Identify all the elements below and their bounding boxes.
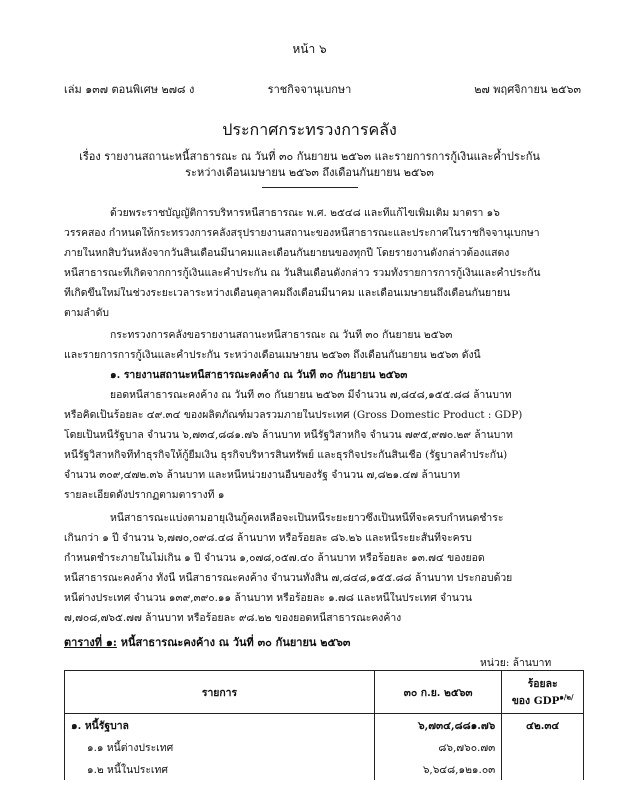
para4-line: หนี้สาธารณะแบ่งตามอายุเงินกู้คงเหลือจะเป็นหนี้ระยะยาวซึ่งเป็นหนี้ที่จะครบกำหนดชำระ: [110, 512, 504, 524]
header-pct-line-2: [508, 692, 577, 709]
para1-line: ด้วยพระราชบัญญัติการบริหารหนี้สาธารณะ พ.ศ. ๒๕๔๘ และที่แก้ไขเพิ่มเติม มาตรา ๑๖: [110, 207, 500, 219]
row-pct: [502, 758, 584, 780]
row-pct: ๔๒.๓๔: [502, 714, 584, 737]
para4-line: กำหนดชำระภายในไม่เกิน ๑ ปี จำนวน ๑,๐๗๘,๐๕๗.๔๐ ล้านบาท หรือร้อยละ ๑๓.๗๔ ของยอด: [64, 552, 485, 564]
row-item: ๑.๒ หนี้ในประเทศ: [65, 758, 375, 780]
table-unit: หน่วย: ล้านบาท: [480, 657, 552, 669]
para3-line: รายละเอียดดังปรากฏตามตารางที่ ๑: [64, 489, 225, 501]
row-item: ๑. หนี้รัฐบาล: [65, 714, 375, 737]
header-pct-label: ของ GDP: [511, 695, 560, 707]
publish-date: ๒๗ พฤศจิกายน ๒๕๖๓: [474, 83, 581, 96]
para4-line: หนี้สาธารณะคงค้าง ทั้งนี้ หนี้สาธารณะคงค้าง จำนวนทั้งสิ้น ๗,๘๔๘,๑๕๕.๘๘ ล้านบาท ประกอบด้วย: [64, 572, 513, 584]
row-value: ๘๖,๗๖๐.๗๓: [374, 736, 501, 758]
para3-line: หนี้รัฐวิสาหกิจที่ทำธุรกิจให้กู้ยืมเงิน ธุรกิจบริหารสินทรัพย์ และธุรกิจประกันสินเชื่อ (รัฐบาลค้ำประกัน): [64, 449, 508, 461]
table-row: [65, 714, 584, 737]
table-caption: [64, 633, 350, 651]
row-pct: [502, 736, 584, 758]
title-divider: [262, 187, 358, 188]
para4-line: ๗,๗๐๘,๗๖๕.๗๗ ล้านบาท หรือร้อยละ ๙๘.๒๒ ของยอดหนี้สาธารณะคงค้าง: [64, 612, 402, 624]
para4-line: หนี้ต่างประเทศ จำนวน ๑๓๙,๓๙๐.๑๑ ล้านบาท หรือร้อยละ ๑.๗๘ และหนี้ในประเทศ จำนวน: [64, 592, 472, 604]
row-value: ๖,๗๓๔,๘๘๑.๗๖: [374, 714, 501, 737]
header-pct-gdp: [502, 671, 584, 714]
page-number: หน้า ๖: [292, 42, 327, 56]
debt-table: [64, 670, 584, 780]
header-date: ๓๐ ก.ย. ๒๕๖๓: [374, 671, 501, 714]
doc-subject-line-1: เรื่อง รายงานสถานะหนี้สาธารณะ ณ วันที่ ๓๐ กันยายน ๒๕๖๓ และรายการการกู้เงินและค้ำประกัน: [79, 150, 540, 163]
row-item: ๑.๑ หนี้ต่างประเทศ: [65, 736, 375, 758]
para4-line: เกินกว่า ๑ ปี จำนวน ๖,๗๗๐,๐๙๘.๔๘ ล้านบาท หรือร้อยละ ๘๖.๒๖ และหนี้ระยะสั้นที่จะครบ: [64, 532, 472, 544]
table-header-row: [65, 671, 584, 714]
header-pct-line-1: ร้อยละ: [527, 678, 558, 690]
table-caption-text: หนี้สาธารณะคงค้าง ณ วันที่ ๓๐ กันยายน ๒๕๖๓: [120, 636, 351, 649]
para1-line: ภายในหกสิบวันหลังจากวันสิ้นเดือนมีนาคมและเดือนกันยายนของทุกปี โดยรายงานดังกล่าวต้องแสดง: [64, 247, 510, 259]
section-1-heading: ๑. รายงานสถานะหนี้สาธารณะคงค้าง ณ วันที่ ๓๐ กันยายน ๒๕๖๓: [110, 369, 408, 381]
para1-line: ที่เกิดขึ้นใหม่ในช่วงระยะเวลาระหว่างเดือนตุลาคมถึงเดือนมีนาคม และเดือนเมษายนถึงเดือนกันยายน: [64, 287, 511, 299]
table-caption-label: ตารางที่ ๑:: [64, 636, 117, 649]
header-item: รายการ: [65, 671, 375, 714]
para3-line: โดยเป็นหนี้รัฐบาล จำนวน ๖,๗๓๔,๘๘๑.๗๖ ล้านบาท หนี้รัฐวิสาหกิจ จำนวน ๗๙๕,๙๗๐.๒๙ ล้านบาท: [64, 429, 513, 441]
para3-line: ยอดหนี้สาธารณะคงค้าง ณ วันที่ ๓๐ กันยายน ๒๕๖๓ มีจำนวน ๗,๘๔๘,๑๕๕.๘๘ ล้านบาท: [110, 389, 512, 401]
para1-line: วรรคสอง กำหนดให้กระทรวงการคลังสรุปรายงานสถานะของหนี้สาธารณะและประกาศในราชกิจจานุเบกษา: [64, 227, 540, 239]
doc-subject-line-2: ระหว่างเดือนเมษายน ๒๕๖๓ ถึงเดือนกันยายน ๒๕๖๓: [185, 166, 434, 179]
para3-line: หรือคิดเป็นร้อยละ ๔๙.๓๔ ของผลิตภัณฑ์มวลรวมภายในประเทศ (Gross Domestic Product : GDP): [64, 409, 523, 421]
row-value: ๖,๖๔๘,๑๒๑.๐๓: [374, 758, 501, 780]
volume-info: เล่ม ๑๓๗ ตอนพิเศษ ๒๗๘ ง: [64, 83, 195, 96]
gazette-name: ราชกิจจานุเบกษา: [267, 83, 352, 96]
para2-line: กระทรวงการคลังขอรายงานสถานะหนี้สาธารณะ ณ วันที่ ๓๐ กันยายน ๒๕๖๓: [110, 329, 453, 341]
header-pct-footnote: ๑/๒/: [559, 692, 574, 702]
table-row: [65, 736, 584, 758]
para3-line: จำนวน ๓๐๙,๔๗๒.๓๖ ล้านบาท และหนี้หน่วยงานอื่นของรัฐ จำนวน ๗,๘๒๑.๔๗ ล้านบาท: [64, 469, 460, 481]
doc-title: ประกาศกระทรวงการคลัง: [222, 120, 397, 139]
para2-line: และรายการการกู้เงินและค้ำประกัน ระหว่างเดือนเมษายน ๒๕๖๓ ถึงเดือนกันยายน ๒๕๖๓ ดังนี้: [64, 349, 481, 361]
para1-line: หนี้สาธารณะที่เกิดจากการกู้เงินและค้ำประกัน ณ วันสิ้นเดือนดังกล่าว รวมทั้งรายการการกู้เงินและค้ำประกัน: [64, 267, 541, 279]
para1-line: ตามลำดับ: [64, 307, 109, 319]
table-row: [65, 758, 584, 780]
